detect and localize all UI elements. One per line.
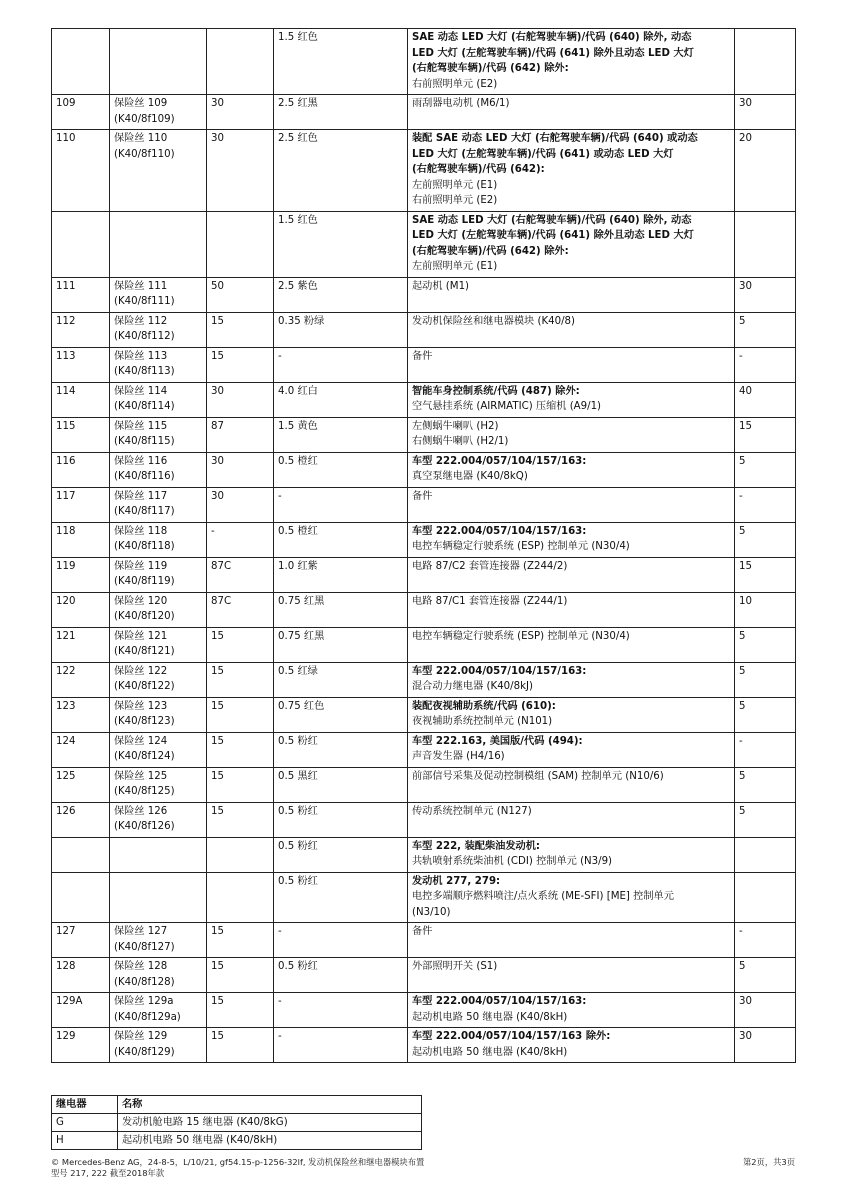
- circuit-cell: 30: [207, 487, 274, 522]
- wire-cell: -: [274, 487, 408, 522]
- page-number: 第2页，共3页: [742, 1157, 795, 1167]
- consumer-description-cell: [408, 522, 735, 557]
- fuse-name-cell: [110, 452, 207, 487]
- fuse-number-cell: 125: [52, 767, 110, 802]
- consumer-description-cell: [408, 837, 735, 872]
- footer-copyright: © Mercedes-Benz AG，24-8-5，L/10/21, gf54.15-p-1256-32lf, 发动机保险丝和继电器模块布置: [51, 1157, 425, 1167]
- rating-cell: 5: [735, 452, 796, 487]
- wire-cell: 0.75 红黑: [274, 592, 408, 627]
- fuse-name-cell: [110, 1028, 207, 1063]
- table-row: [52, 277, 796, 312]
- table-row: [52, 872, 796, 923]
- wire-cell: -: [274, 993, 408, 1028]
- wire-cell: 0.75 红黑: [274, 627, 408, 662]
- wire-cell: -: [274, 1028, 408, 1063]
- table-row: [52, 211, 796, 277]
- consumer-line: 共轨喷射系统柴油机 (CDI) 控制单元 (N3/9): [412, 856, 613, 867]
- rating-cell: 5: [735, 767, 796, 802]
- consumer-line: 发动机保险丝和继电器模块 (K40/8): [412, 315, 575, 327]
- circuit-cell: 15: [207, 958, 274, 993]
- condition-heading: LED 大灯 (左舵驾驶车辆)/代码 (641) 除外且动态 LED 大灯: [412, 47, 694, 59]
- consumer-line: 雨刮器电动机 (M6/1): [412, 98, 510, 109]
- table-row: [52, 958, 796, 993]
- table-row: [52, 487, 796, 522]
- wire-cell: 2.5 红黑: [274, 95, 408, 130]
- condition-heading: (右舵驾驶车辆)/代码 (642) 除外:: [412, 245, 569, 257]
- circuit-cell: 15: [207, 767, 274, 802]
- rating-cell: 5: [735, 802, 796, 837]
- fuse-number-cell: 111: [52, 277, 110, 312]
- fuse-name-line: (K40/8f112): [114, 331, 175, 342]
- consumer-line: 电控多端顺序燃料喷注/点火系统 (ME-SFI) [ME] 控制单元: [412, 891, 674, 902]
- rating-cell: [735, 837, 796, 872]
- rating-cell: 5: [735, 697, 796, 732]
- condition-heading: 车型 222.163, 美国版/代码 (494):: [412, 735, 583, 747]
- fuse-name-cell: [110, 417, 207, 452]
- fuse-number-cell: 110: [52, 130, 110, 212]
- table-row: [52, 382, 796, 417]
- relay-row: [52, 1114, 422, 1132]
- circuit-cell: [207, 837, 274, 872]
- table-row: [52, 662, 796, 697]
- fuse-name-line: (K40/8f121): [114, 646, 175, 657]
- circuit-cell: 87C: [207, 592, 274, 627]
- circuit-cell: [207, 29, 274, 95]
- condition-heading: 车型 222.004/057/104/157/163:: [412, 996, 587, 1007]
- condition-heading: LED 大灯 (左舵驾驶车辆)/代码 (641) 除外且动态 LED 大灯: [412, 230, 694, 241]
- table-row: [52, 767, 796, 802]
- fuse-name-line: (K40/8f115): [114, 436, 175, 447]
- rating-cell: 30: [735, 993, 796, 1028]
- fuse-name-line: (K40/8f114): [114, 401, 175, 412]
- fuse-name-cell: [110, 312, 207, 347]
- fuse-table: [51, 28, 796, 1063]
- fuse-name-line: 保险丝 111: [114, 280, 168, 292]
- consumer-line: 备件: [412, 490, 433, 502]
- consumer-description-cell: [408, 697, 735, 732]
- fuse-number-cell: 123: [52, 697, 110, 732]
- fuse-number-cell: 116: [52, 452, 110, 487]
- wire-cell: 0.35 粉绿: [274, 312, 408, 347]
- circuit-cell: 30: [207, 95, 274, 130]
- fuse-name-line: 保险丝 129: [114, 1031, 168, 1042]
- rating-cell: -: [735, 487, 796, 522]
- fuse-name-cell: [110, 958, 207, 993]
- circuit-cell: 50: [207, 277, 274, 312]
- circuit-cell: [207, 872, 274, 923]
- table-row: [52, 557, 796, 592]
- consumer-line: 空气悬挂系统 (AIRMATIC) 压缩机 (A9/1): [412, 401, 602, 412]
- table-row: [52, 802, 796, 837]
- consumer-description-cell: [408, 29, 735, 95]
- fuse-name-line: 保险丝 116: [114, 455, 168, 467]
- circuit-cell: 30: [207, 382, 274, 417]
- consumer-line: 传动系统控制单元 (N127): [412, 805, 532, 817]
- consumer-description-cell: [408, 417, 735, 452]
- circuit-cell: [207, 211, 274, 277]
- circuit-cell: 15: [207, 993, 274, 1028]
- table-row: [52, 627, 796, 662]
- table-row: [52, 697, 796, 732]
- table-row: [52, 993, 796, 1028]
- consumer-description-cell: [408, 277, 735, 312]
- fuse-name-line: 保险丝 123: [114, 700, 168, 712]
- table-row: [52, 417, 796, 452]
- fuse-name-cell: [110, 627, 207, 662]
- fuse-name-line: (K40/8f129a): [114, 1011, 181, 1023]
- consumer-description-cell: [408, 627, 735, 662]
- fuse-number-cell: [52, 837, 110, 872]
- fuse-name-cell: [110, 802, 207, 837]
- fuse-name-line: 保险丝 113: [114, 350, 168, 362]
- fuse-number-cell: 127: [52, 923, 110, 958]
- fuse-number-cell: [52, 872, 110, 923]
- condition-heading: 车型 222.004/057/104/157/163:: [412, 455, 587, 467]
- circuit-cell: 15: [207, 923, 274, 958]
- consumer-description-cell: [408, 767, 735, 802]
- wire-cell: 2.5 红色: [274, 130, 408, 212]
- fuse-name-line: 保险丝 119: [114, 560, 168, 572]
- fuse-name-cell: [110, 662, 207, 697]
- table-row: [52, 732, 796, 767]
- consumer-description-cell: [408, 95, 735, 130]
- consumer-line: 电控车辆稳定行驶系统 (ESP) 控制单元 (N30/4): [412, 541, 630, 552]
- consumer-description-cell: [408, 1028, 735, 1063]
- fuse-name-line: (K40/8f124): [114, 751, 175, 762]
- wire-cell: 0.5 粉红: [274, 837, 408, 872]
- fuse-name-line: (K40/8f120): [114, 611, 175, 622]
- consumer-line: 右前照明单元 (E2): [412, 78, 498, 90]
- rating-cell: 10: [735, 592, 796, 627]
- wire-cell: 0.5 粉红: [274, 732, 408, 767]
- fuse-number-cell: 119: [52, 557, 110, 592]
- wire-cell: -: [274, 923, 408, 958]
- circuit-cell: 87: [207, 417, 274, 452]
- relay-header-relay: 继电器: [52, 1096, 118, 1114]
- table-row: [52, 923, 796, 958]
- fuse-name-cell: [110, 557, 207, 592]
- consumer-description-cell: [408, 312, 735, 347]
- fuse-name-line: 保险丝 128: [114, 961, 168, 972]
- rating-cell: -: [735, 347, 796, 382]
- fuse-name-cell: [110, 130, 207, 212]
- circuit-cell: 15: [207, 802, 274, 837]
- rating-cell: 5: [735, 627, 796, 662]
- wire-cell: 0.75 红色: [274, 697, 408, 732]
- rating-cell: 20: [735, 130, 796, 212]
- relay-id: H: [52, 1132, 118, 1150]
- consumer-line: 备件: [412, 350, 433, 362]
- fuse-name-cell: [110, 487, 207, 522]
- fuse-name-line: (K40/8f116): [114, 471, 175, 482]
- fuse-name-line: 保险丝 126: [114, 805, 168, 817]
- consumer-description-cell: [408, 382, 735, 417]
- consumer-line: 左前照明单元 (E1): [412, 261, 498, 272]
- relay-header-name: 名称: [118, 1096, 422, 1114]
- fuse-number-cell: 124: [52, 732, 110, 767]
- consumer-description-cell: [408, 452, 735, 487]
- consumer-description-cell: [408, 923, 735, 958]
- consumer-line: 电路 87/C1 套管连接器 (Z244/1): [412, 595, 568, 607]
- fuse-name-cell: [110, 697, 207, 732]
- fuse-name-line: (K40/8f111): [114, 296, 175, 307]
- condition-heading: 装配夜视辅助系统/代码 (610):: [412, 700, 556, 712]
- condition-heading: 车型 222.004/057/104/157/163 除外:: [412, 1031, 611, 1042]
- fuse-name-line: 保险丝 127: [114, 926, 168, 937]
- consumer-line: 真空泵继电器 (K40/8kQ): [412, 471, 528, 482]
- wire-cell: 1.5 红色: [274, 211, 408, 277]
- consumer-line: 夜视辅助系统控制单元 (N101): [412, 716, 553, 727]
- rating-cell: 5: [735, 662, 796, 697]
- circuit-cell: 30: [207, 130, 274, 212]
- fuse-number-cell: 126: [52, 802, 110, 837]
- consumer-description-cell: [408, 592, 735, 627]
- consumer-line: (N3/10): [412, 906, 451, 918]
- condition-heading: 车型 222, 装配柴油发动机:: [412, 840, 540, 852]
- consumer-line: 声音发生器 (H4/16): [412, 751, 505, 762]
- condition-heading: 智能车身控制系统/代码 (487) 除外:: [412, 385, 580, 397]
- table-row: [52, 312, 796, 347]
- fuse-name-cell: [110, 872, 207, 923]
- fuse-number-cell: 129: [52, 1028, 110, 1063]
- consumer-line: 起动机电路 50 继电器 (K40/8kH): [412, 1011, 568, 1023]
- table-row: [52, 347, 796, 382]
- condition-heading: (右舵驾驶车辆)/代码 (642):: [412, 164, 545, 175]
- circuit-cell: 15: [207, 662, 274, 697]
- rating-cell: 30: [735, 277, 796, 312]
- consumer-line: 外部照明开关 (S1): [412, 961, 498, 972]
- condition-heading: 装配 SAE 动态 LED 大灯 (右舵驾驶车辆)/代码 (640) 或动态: [412, 133, 698, 144]
- fuse-name-line: 保险丝 122: [114, 665, 168, 677]
- fuse-number-cell: [52, 29, 110, 95]
- fuse-name-cell: [110, 923, 207, 958]
- fuse-name-line: (K40/8f125): [114, 786, 175, 797]
- table-row: [52, 592, 796, 627]
- consumer-line: 右侧蜗牛喇叭 (H2/1): [412, 436, 509, 447]
- rating-cell: 15: [735, 557, 796, 592]
- fuse-name-line: (K40/8f122): [114, 681, 175, 692]
- consumer-description-cell: [408, 211, 735, 277]
- relay-id: G: [52, 1114, 118, 1132]
- fuse-number-cell: 129A: [52, 993, 110, 1028]
- wire-cell: 0.5 粉红: [274, 802, 408, 837]
- fuse-name-cell: [110, 522, 207, 557]
- wire-cell: 0.5 粉红: [274, 872, 408, 923]
- fuse-name-line: (K40/8f127): [114, 941, 175, 953]
- wire-cell: 0.5 橙红: [274, 522, 408, 557]
- fuse-number-cell: 120: [52, 592, 110, 627]
- rating-cell: [735, 211, 796, 277]
- circuit-cell: 15: [207, 347, 274, 382]
- fuse-name-line: (K40/8f119): [114, 576, 175, 587]
- rating-cell: 5: [735, 958, 796, 993]
- fuse-name-line: (K40/8f110): [114, 148, 175, 160]
- table-row: [52, 452, 796, 487]
- rating-cell: -: [735, 732, 796, 767]
- rating-cell: [735, 29, 796, 95]
- rating-cell: 5: [735, 312, 796, 347]
- fuse-number-cell: 122: [52, 662, 110, 697]
- wire-cell: 0.5 红绿: [274, 662, 408, 697]
- circuit-cell: 15: [207, 732, 274, 767]
- consumer-line: 前部信号采集及促动控制模组 (SAM) 控制单元 (N10/6): [412, 770, 664, 782]
- relay-name: 发动机舱电路 15 继电器 (K40/8kG): [118, 1114, 422, 1132]
- rating-cell: 15: [735, 417, 796, 452]
- circuit-cell: 87C: [207, 557, 274, 592]
- condition-heading: 车型 222.004/057/104/157/163:: [412, 665, 587, 677]
- circuit-cell: 15: [207, 312, 274, 347]
- fuse-name-line: 保险丝 120: [114, 595, 168, 607]
- fuse-name-line: (K40/8f109): [114, 113, 175, 125]
- fuse-table-body: [52, 29, 796, 1063]
- fuse-number-cell: 113: [52, 347, 110, 382]
- fuse-name-cell: [110, 382, 207, 417]
- table-row: [52, 130, 796, 212]
- fuse-name-line: 保险丝 124: [114, 735, 168, 747]
- fuse-number-cell: [52, 211, 110, 277]
- footer-model-info: 型号 217, 222 截至2018年款: [51, 1168, 165, 1178]
- relay-table: [51, 1095, 422, 1150]
- consumer-description-cell: [408, 958, 735, 993]
- fuse-name-line: 保险丝 112: [114, 315, 168, 327]
- condition-heading: (右舵驾驶车辆)/代码 (642) 除外:: [412, 63, 569, 74]
- condition-heading: 发动机 277, 279:: [412, 875, 501, 887]
- fuse-number-cell: 117: [52, 487, 110, 522]
- fuse-name-cell: [110, 277, 207, 312]
- fuse-number-cell: 114: [52, 382, 110, 417]
- wire-cell: -: [274, 347, 408, 382]
- wire-cell: 1.5 红色: [274, 29, 408, 95]
- consumer-line: 左前照明单元 (E1): [412, 179, 498, 191]
- fuse-name-line: (K40/8f123): [114, 716, 175, 727]
- rating-cell: 30: [735, 95, 796, 130]
- fuse-name-cell: [110, 837, 207, 872]
- fuse-name-cell: [110, 993, 207, 1028]
- fuse-number-cell: 109: [52, 95, 110, 130]
- relay-name: 起动机电路 50 继电器 (K40/8kH): [118, 1132, 422, 1150]
- circuit-cell: -: [207, 522, 274, 557]
- fuse-name-cell: [110, 95, 207, 130]
- consumer-line: 备件: [412, 926, 433, 937]
- consumer-description-cell: [408, 487, 735, 522]
- fuse-number-cell: 118: [52, 522, 110, 557]
- consumer-description-cell: [408, 993, 735, 1028]
- wire-cell: 1.0 红紫: [274, 557, 408, 592]
- condition-heading: SAE 动态 LED 大灯 (右舵驾驶车辆)/代码 (640) 除外, 动态: [412, 214, 692, 226]
- fuse-name-line: 保险丝 118: [114, 525, 168, 537]
- table-row: [52, 837, 796, 872]
- fuse-name-cell: [110, 592, 207, 627]
- consumer-line: 混合动力继电器 (K40/8kJ): [412, 681, 533, 692]
- condition-heading: LED 大灯 (左舵驾驶车辆)/代码 (641) 或动态 LED 大灯: [412, 148, 674, 160]
- fuse-name-line: (K40/8f118): [114, 541, 175, 552]
- consumer-line: 电路 87/C2 套管连接器 (Z244/2): [412, 560, 568, 572]
- fuse-name-cell: [110, 732, 207, 767]
- wire-cell: 0.5 橙红: [274, 452, 408, 487]
- fuse-name-line: 保险丝 110: [114, 133, 168, 144]
- rating-cell: 30: [735, 1028, 796, 1063]
- circuit-cell: 15: [207, 627, 274, 662]
- wire-cell: 2.5 紫色: [274, 277, 408, 312]
- consumer-description-cell: [408, 130, 735, 212]
- fuse-name-line: (K40/8f126): [114, 821, 175, 832]
- wire-cell: 0.5 黑红: [274, 767, 408, 802]
- table-row: [52, 29, 796, 95]
- condition-heading: SAE 动态 LED 大灯 (右舵驾驶车辆)/代码 (640) 除外, 动态: [412, 32, 692, 43]
- fuse-name-line: (K40/8f129): [114, 1046, 175, 1058]
- condition-heading: 车型 222.004/057/104/157/163:: [412, 525, 587, 537]
- consumer-description-cell: [408, 802, 735, 837]
- fuse-name-line: 保险丝 114: [114, 385, 168, 397]
- fuse-name-line: (K40/8f113): [114, 366, 175, 377]
- consumer-description-cell: [408, 662, 735, 697]
- consumer-line: 电控车辆稳定行驶系统 (ESP) 控制单元 (N30/4): [412, 630, 630, 642]
- circuit-cell: 15: [207, 697, 274, 732]
- fuse-name-cell: [110, 767, 207, 802]
- fuse-name-line: 保险丝 129a: [114, 996, 174, 1007]
- consumer-description-cell: [408, 347, 735, 382]
- fuse-name-line: 保险丝 115: [114, 420, 168, 432]
- fuse-number-cell: 115: [52, 417, 110, 452]
- consumer-description-cell: [408, 732, 735, 767]
- table-row: [52, 1028, 796, 1063]
- consumer-line: 起动机电路 50 继电器 (K40/8kH): [412, 1046, 568, 1058]
- circuit-cell: 30: [207, 452, 274, 487]
- relay-row: [52, 1132, 422, 1150]
- table-row: [52, 522, 796, 557]
- fuse-number-cell: 128: [52, 958, 110, 993]
- fuse-name-cell: [110, 347, 207, 382]
- consumer-line: 左侧蜗牛喇叭 (H2): [412, 420, 499, 432]
- fuse-name-cell: [110, 211, 207, 277]
- fuse-name-line: (K40/8f128): [114, 976, 175, 988]
- consumer-description-cell: [408, 557, 735, 592]
- circuit-cell: 15: [207, 1028, 274, 1063]
- consumer-line: 右前照明单元 (E2): [412, 195, 498, 206]
- wire-cell: 1.5 黄色: [274, 417, 408, 452]
- fuse-name-line: (K40/8f117): [114, 506, 175, 517]
- wire-cell: 4.0 红白: [274, 382, 408, 417]
- page-footer: [51, 1157, 795, 1179]
- rating-cell: 40: [735, 382, 796, 417]
- fuse-number-cell: 112: [52, 312, 110, 347]
- fuse-name-line: 保险丝 109: [114, 98, 168, 109]
- fuse-number-cell: 121: [52, 627, 110, 662]
- fuse-name-line: 保险丝 125: [114, 770, 168, 782]
- fuse-name-cell: [110, 29, 207, 95]
- table-row: [52, 95, 796, 130]
- relay-table-header: [52, 1096, 422, 1114]
- consumer-line: 起动机 (M1): [412, 280, 470, 292]
- rating-cell: 5: [735, 522, 796, 557]
- rating-cell: [735, 872, 796, 923]
- fuse-name-line: 保险丝 121: [114, 630, 168, 642]
- consumer-description-cell: [408, 872, 735, 923]
- wire-cell: 0.5 粉红: [274, 958, 408, 993]
- fuse-name-line: 保险丝 117: [114, 490, 168, 502]
- rating-cell: -: [735, 923, 796, 958]
